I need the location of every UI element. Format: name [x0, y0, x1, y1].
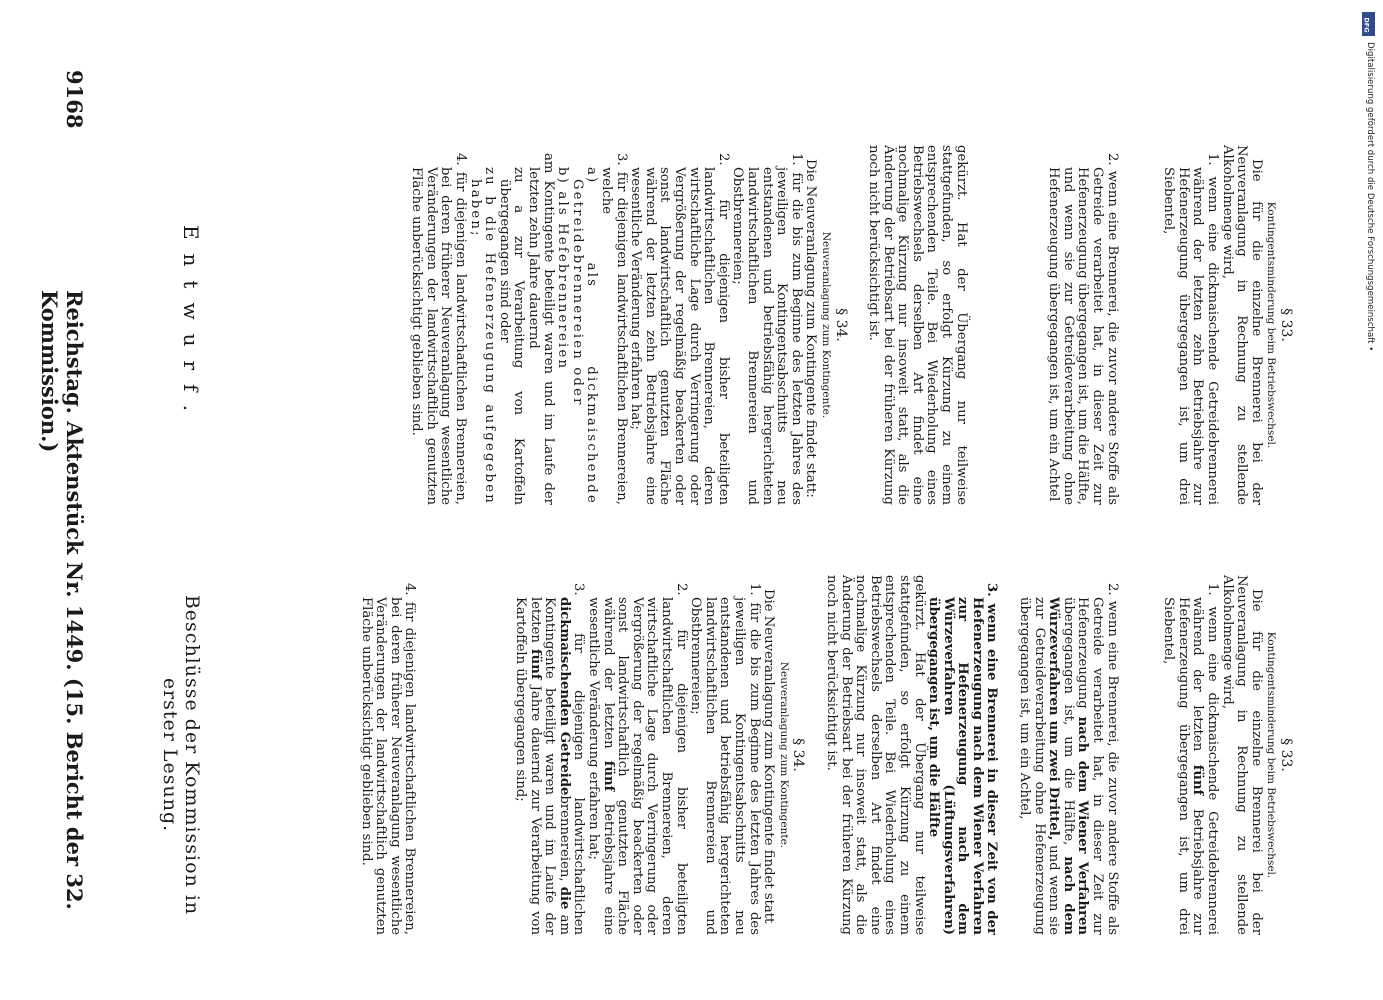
section-33-item-1: 1. wenn eine dickmaischende Getreidebrennerei während der letzten zehn Betriebsjahre zur Hefenerzeugung übergegangen ist, um drei Siebentel, [1161, 153, 1221, 505]
section-34-subtitle: Neuveranlagung zum Kontingente. [777, 661, 790, 849]
section-33-item-3: 3. wenn eine Brennerei in dieser Zeit von der Hefenerzeugung nach dem Wiener Verfahren zur Hefenerzeugung nach dem Würzeverfahren (Lüftungsverfahren) übergegangen ist, um die Hälfte [926, 583, 1000, 935]
section-34-item-3e: zu b die Hefenerzeugung aufgegeben haben; [467, 167, 498, 505]
section-33-subtitle: Kontingentsminderung beim Betriebswechsel. [1265, 201, 1278, 449]
digitization-credit [1362, 12, 1376, 997]
section-34-title: § 34. [832, 308, 849, 342]
section-34-item-3c: am Kontingente beteiligt waren und im Laufe der letzten zehn Jahre dauernd [526, 153, 556, 505]
section-33-item-1: 1. wenn eine dickmaischende Getreidebrennerei während der letzten fünf Betriebsjahre zur Hefenerzeugung übergegangen ist, um drei Siebentel, [1161, 583, 1221, 935]
section-34-item-3: 3. für diejenigen landwirtschaftlichen dickmaischenden Getreidebrennereien, die am Kontingente beteiligt waren und im Laufe der letzten fünf Jahre dauernd zur Verarbeitung von Kartoffeln übergegangen sind; [513, 583, 587, 935]
section-33-title: § 33. [1278, 738, 1294, 772]
section-33-item-2: 2. wenn eine Brennerei, die zuvor andere Stoffe als Getreide verarbeitet hat, in dieser Zeit zur Hefenerzeugung übergegangen ist, um die Hälfte, und wenn sie zur Getreideverarbeitung ohne Hefenerzeugung übergegangen ist, um ein Achtel [1046, 153, 1120, 505]
section-34-item-4: 4. für diejenigen landwirtschaftlichen Brennereien, bei deren früherer Neuveranlagung wesentliche Veränderungen der landwirtschaftlich genutzten Fläche unberücksichtigt geblieben sind. [358, 583, 418, 935]
section-34-item-3: 3. für diejenigen landwirtschaftlichen Brennereien, welche [599, 153, 629, 505]
section-33-item-2: 2. wenn eine Brennerei, die zuvor andere Stoffe als Getreide verarbeitet hat, in dieser Zeit zur Hefenerzeugung nach dem Wiener Verfahren übergegangen ist, um die Hälfte, nach dem Würzeverfahren um zwei Drittel, und wenn sie zur Getreideverarbeitung ohne Hefenerzeugung übergegangen ist, um ein Achtel, [1017, 583, 1120, 935]
section-34-item-3d: zu a zur Verarbeitung von Kartoffeln übergegangen sind oder [496, 167, 527, 505]
section-34-intro: Die Neuveranlagung zum Kontingente findet statt [761, 589, 777, 924]
section-34-item-3b: b) als Hefebrennereien [555, 167, 571, 371]
section-34-item-1: 1. für die bis zum Beginne des letzten Jahres des jeweiligen Kontingentsabschnitts neu entstandenen und betriebsfähig hergerichteten landwirtschaftlichen Brennereien und Obstbrennereien; [730, 153, 804, 505]
section-34-intro: Die Neuveranlagung zum Kontingente findet statt: [803, 159, 819, 498]
section-34-item-3a: a) als dickmaischende Getreidebrennereien oder [569, 167, 600, 505]
section-34-item-2: 2. für diejenigen bisher beteiligten landwirtschaftlichen Brennereien, deren wirtschaftliche Lage durch Verringerung oder Vergrößerung der regelmäßig beackerten oder sonst landwirtschaftlich genutzten Fläche während der letzten zehn Betriebsjahre eine wesentliche Veränderung erfahren hat; [628, 153, 731, 505]
section-33-tail: gekürzt. Hat der Übergang nur teilweise stattgefunden, so erfolgt Kürzung zu einem entsprechenden Teile. Bei Wiederholung eines Betriebswechsels derselben Art findet eine nochmalige Kürzung nur insoweit statt, als die Änderung der Betriebsart bei der früheren Kürzung noch nicht berücksichtigt ist. [866, 145, 969, 505]
section-34-item-1: 1. für die bis zum Beginne des letzten Jahres des jeweiligen Kontingentsabschnitts neu entstandenen und betriebsfähig hergerichteten landwirtschaftlichen Brennereien und Obstbrennereien; [688, 583, 762, 935]
section-33-tail: gekürzt. Hat der Übergang nur teilweise stattgefunden, so erfolgt Kürzung zu einem entsprechenden Teile. Bei Wiederholung eines Betriebswechsels derselben Art findet eine nochmalige Kürzung nur insoweit statt, als die Änderung der Betriebsart bei der früheren Kürzung noch nicht berücksichtigt ist. [823, 575, 927, 935]
section-34-title: § 34. [790, 738, 807, 772]
column-heading-draft: Entwurf. [179, 224, 203, 426]
page-number: 9168 [62, 70, 87, 129]
section-33-intro: Die für die einzelne Brennerei bei der Neuveranlagung in Rechnung zu stellende Alkoholmenge wird, [1219, 575, 1264, 935]
dfg-logo: DFG [1362, 12, 1375, 36]
section-33-subtitle: Kontingentsminderung beim Betriebswechsel. [1265, 631, 1278, 879]
section-34-item-4: 4. für diejenigen landwirtschaftlichen Brennereien, bei deren früherer Neuveranlagung wesentliche Veränderungen der landwirtschaftlich genutzten Fläche unberücksichtigt geblieben sind. [409, 153, 469, 505]
draft-column [409, 145, 1293, 505]
section-33-title: § 33. [1278, 308, 1294, 342]
document-title: Reichstag. Aktenstück Nr. 1449. (15. Bericht der 32. Kommission.) [37, 290, 87, 910]
section-34-item-2: 2. für diejenigen bisher beteiligten landwirtschaftlichen Brennereien, deren wirtschaftliche Lage durch Verringerung oder Vergrößerung der regelmäßig beackerten oder sonst landwirtschaftlich genutzten Fläche während der letzten fünf Betriebsjahre eine wesentliche Veränderung erfahren hat; [586, 583, 689, 935]
section-34-subtitle: Neuveranlagung zum Kontingente. [819, 231, 832, 419]
column-heading-resolutions: Beschlüsse der Kommission in erster Lesung. [159, 594, 203, 916]
resolutions-column [358, 575, 1293, 935]
page-header [37, 70, 93, 940]
funding-credit-text: Digitalisierung gefördert durch die Deutsche Forschungsgemeinschaft • [1365, 42, 1375, 352]
section-33-intro: Die für die einzelne Brennerei bei der Neuveranlagung in Rechnung zu stellende Alkoholmenge wird, [1219, 145, 1264, 505]
